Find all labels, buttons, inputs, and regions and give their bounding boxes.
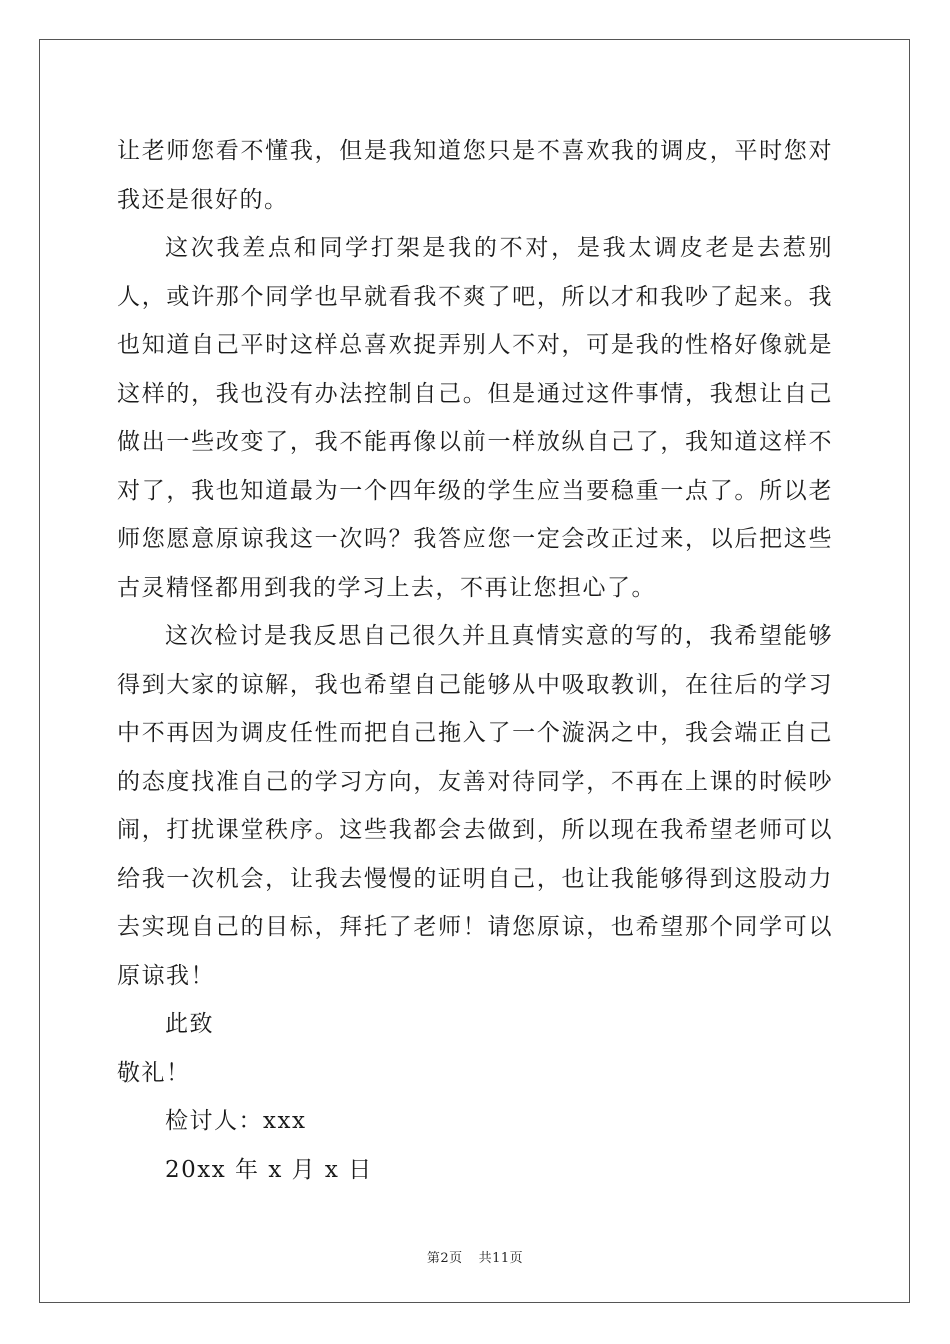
document-body: [117, 127, 833, 1194]
page-footer: [0, 1247, 950, 1266]
date: 20xx 年 x 月 x 日: [165, 1156, 373, 1183]
paragraph-continuation: 让老师您看不懂我，但是我知道您只是不喜欢我的调皮，平时您对我还是很好的。: [117, 138, 833, 213]
closing-phrase: 此致: [165, 1011, 214, 1037]
paragraph-apology: 这次我差点和同学打架是我的不对，是我太调皮老是去惹别人，或许那个同学也早就看我不爽了吧，所以才和我吵了起来。我也知道自己平时这样总喜欢捉弄别人不对，可是我的性格好像就是这样的，我也没有办法控制自己。但是通过这件事情，我想让自己做出一些改变了，我不能再像以前一样放纵自己了，我知道这样不对了，我也知道最为一个四年级的学生应当要稳重一点了。所以老师您愿意原谅我这一次吗？我答应您一定会改正过来，以后把这些古灵精怪都用到我的学习上去，不再让您担心了。: [117, 235, 833, 601]
signer: 检讨人：xxx: [165, 1108, 307, 1134]
paragraph-reflection: 这次检讨是我反思自己很久并且真情实意的写的，我希望能够得到大家的谅解，我也希望自己能够从中吸取教训，在往后的学习中不再因为调皮任性而把自己拖入了一个漩涡之中，我会端正自己的态度找准自己的学习方向，友善对待同学，不再在上课的时候吵闹，打扰课堂秩序。这些我都会去做到，所以现在我希望老师可以给我一次机会，让我去慢慢的证明自己，也让我能够得到这股动力去实现自己的目标，拜托了老师！请您原谅，也希望那个同学可以原谅我！: [117, 623, 833, 989]
page-total: 共11页: [478, 1251, 524, 1266]
salutation: 敬礼！: [117, 1059, 191, 1086]
page-number: 第2页: [426, 1251, 463, 1266]
